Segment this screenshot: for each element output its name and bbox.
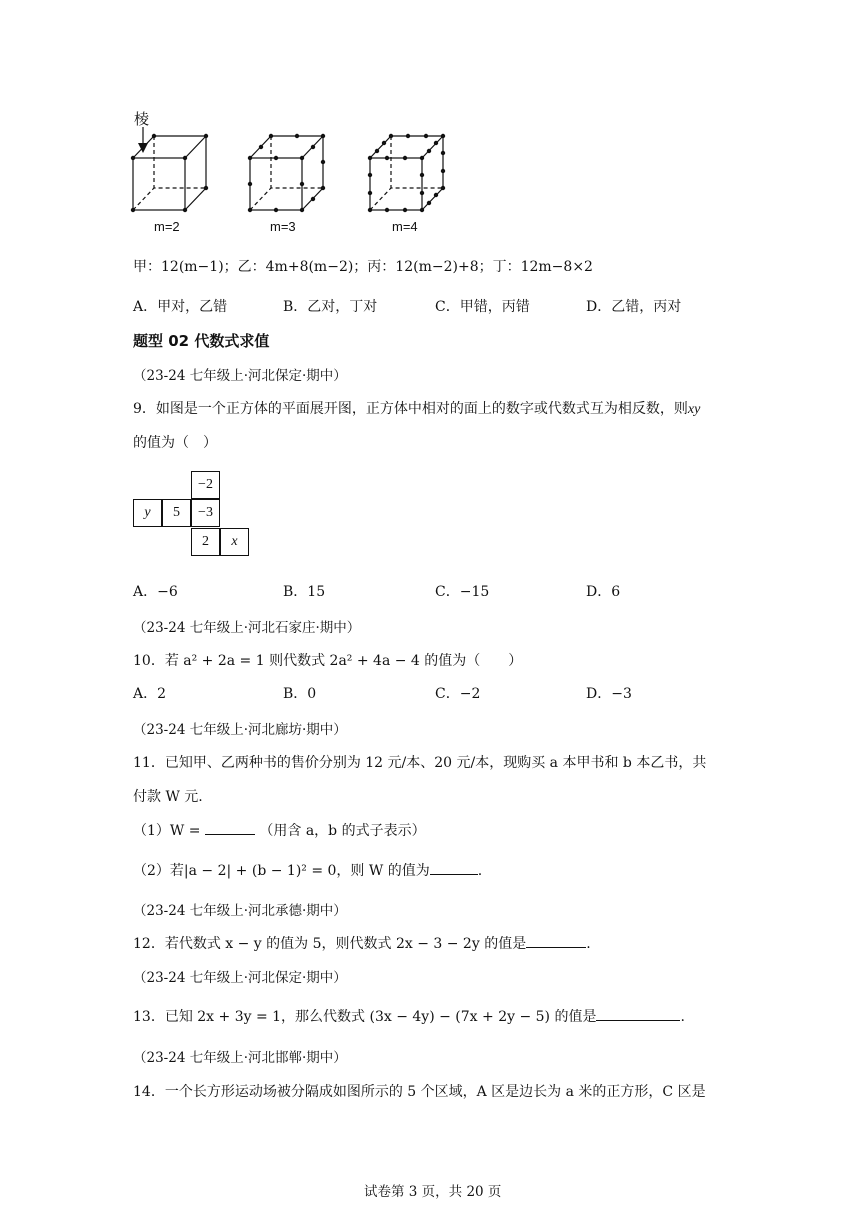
cube-m4	[368, 134, 445, 212]
net-cell: −3	[191, 499, 220, 527]
q9-stem-text: 9．如图是一个正方体的平面展开图，正方体中相对的面上的数字或代数式互为相反数，则	[133, 401, 688, 417]
q14-stem: 14．一个长方形运动场被分隔成如图所示的 5 个区域，A 区是边长为 a 米的正方形，C 区是	[133, 1084, 706, 1100]
caption-m3: m=3	[270, 219, 296, 234]
q11-part2-text: （2）若|a − 2| + (b − 1)² = 0，则 W 的值为	[133, 863, 430, 879]
net-cell: y	[133, 499, 162, 527]
answer-blank[interactable]	[205, 820, 255, 835]
caption-m4: m=4	[392, 219, 418, 234]
q9-source: （23-24 七年级上·河北保定·期中）	[133, 368, 347, 384]
q10-stem: 10．若 a² + 2a = 1 则代数式 2a² + 4a − 4 的值为（ ）	[133, 653, 523, 669]
q13-source: （23-24 七年级上·河北保定·期中）	[133, 970, 347, 986]
q11-part2	[133, 860, 482, 880]
q11-stem-line2: 付款 W 元.	[133, 789, 203, 805]
q8-formulas: 甲：12(m−1)；乙：4m+8(m−2)；丙：12(m−2)+8；丁：12m−8×2	[133, 259, 593, 275]
net-cell: 2	[191, 528, 220, 556]
edge-arrow-icon	[138, 127, 148, 153]
net-cell: x	[220, 528, 249, 556]
net-cell: 5	[162, 499, 191, 527]
q14-source: （23-24 七年级上·河北邯郸·期中）	[133, 1050, 347, 1066]
cube-figure	[120, 105, 460, 235]
q11-part1	[133, 820, 426, 840]
q10-option-b: B．0	[283, 686, 317, 702]
q13-stem-end: .	[680, 1009, 685, 1025]
q12-stem-end: .	[586, 936, 591, 952]
net-cell: −2	[191, 471, 220, 499]
q11-part1-note: （用含 a，b 的式子表示）	[259, 823, 426, 839]
answer-blank[interactable]	[430, 860, 478, 875]
q9-option-c: C．−15	[435, 584, 490, 600]
q8-option-d: D．乙错，丙对	[586, 299, 682, 315]
q11-part2-end: .	[477, 863, 483, 879]
q10-option-c: C．−2	[435, 686, 481, 702]
q12-stem-text: 12．若代数式 x − y 的值为 5，则代数式 2x − 3 − 2y 的值是	[133, 936, 527, 952]
q9-stem-line1	[133, 398, 700, 418]
q9-option-d: D．6	[586, 584, 621, 600]
q13-stem-text: 13．已知 2x + 3y = 1，那么代数式 (3x − 4y) − (7x + 2y − 5) 的值是	[133, 1009, 597, 1025]
q10-source: （23-24 七年级上·河北石家庄·期中）	[133, 620, 361, 636]
q9-stem-line2: 的值为（ ）	[133, 435, 217, 451]
cube-net	[133, 471, 253, 561]
answer-blank[interactable]	[526, 933, 586, 948]
q11-stem-line1: 11．已知甲、乙两种书的售价分别为 12 元/本、20 元/本，现购买 a 本甲书和 b 本乙书，共	[133, 755, 707, 771]
cube-m3	[248, 134, 325, 212]
q11-source: （23-24 七年级上·河北廊坊·期中）	[133, 722, 347, 738]
q8-option-c: C．甲错，丙错	[435, 299, 530, 315]
q12-source: （23-24 七年级上·河北承德·期中）	[133, 903, 347, 919]
q12-stem	[133, 933, 591, 953]
q9-option-b: B．15	[283, 584, 326, 600]
answer-blank[interactable]	[596, 1006, 680, 1021]
q10-option-a: A．2	[133, 686, 167, 702]
edge-label: 棱	[134, 110, 150, 128]
q9-stem-var: xy	[687, 402, 701, 417]
caption-m2: m=2	[154, 219, 180, 234]
q13-stem	[133, 1006, 685, 1026]
section-title: 题型 02 代数式求值	[133, 332, 270, 350]
q9-option-a: A．−6	[133, 584, 178, 600]
q8-option-a: A．甲对，乙错	[133, 299, 228, 315]
q11-part1-text: （1）W =	[133, 823, 201, 839]
q8-option-b: B．乙对，丁对	[283, 299, 378, 315]
q10-option-d: D．−3	[586, 686, 632, 702]
page-footer: 试卷第 3 页，共 20 页	[364, 1184, 502, 1200]
